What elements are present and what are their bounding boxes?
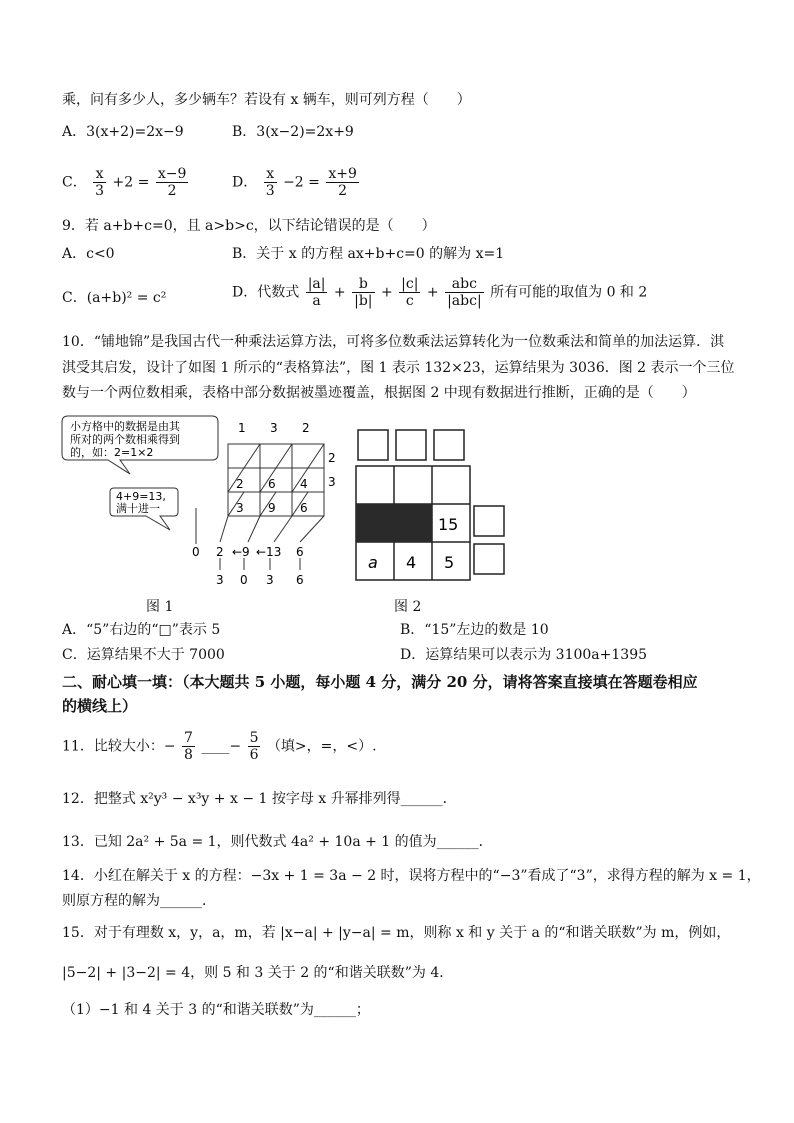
q9-stem: 9．若 a+b+c=0，且 a>b>c，以下结论错误的是（ ） [62,218,436,234]
fig1-top-1: 1 [238,421,246,435]
fig2-a: a [368,553,378,572]
fig2-5: 5 [444,553,455,572]
figure-2 [354,428,510,584]
q8-option-a: A．3(x+2)=2x−9 [62,124,184,140]
figure-1 [60,408,340,590]
q9-option-a: A．c<0 [62,246,115,262]
fig1-sum-0: 0 [192,545,200,559]
fig1-sum-1: 2 [216,545,224,559]
ink-blot [356,504,432,542]
callout2-line1: 4+9=13, [116,490,166,503]
fig1-cell: 3 [236,501,244,515]
fig1-sum-2: ←9 [232,545,250,559]
fig1-cell: 9 [268,501,276,515]
fig1-result-2: 3 [266,573,274,587]
q15-part1: （1）−1 和 4 关于 3 的“和谐关联数”为______； [62,1002,370,1018]
callout1-line2: 所对的两个数相乘得到 [70,433,180,446]
fig1-top-2: 3 [270,421,278,435]
fig1-result-0: 3 [216,573,224,587]
figure-2-caption: 图 2 [394,599,422,615]
section-2-heading-cont: 的横线上） [62,697,138,715]
fig1-cell: 6 [268,477,276,491]
q9-option-b: B．关于 x 的方程 ax+b+c=0 的解为 x=1 [232,246,505,262]
fig1-cell: 6 [300,501,308,515]
q10-option-b: B．“15”左边的数是 10 [400,622,549,638]
q14-line1: 14．小红在解关于 x 的方程：−3x + 1 = 3a − 2 时，误将方程中的“−3”看成了“3”，求得方程的解为 x = 1， [62,868,761,884]
fig1-cell: 2 [236,477,244,491]
q10-option-c: C．运算结果不大于 7000 [62,647,225,663]
q15-line1: 15．对于有理数 x，y，a，m，若 |x−a| + |y−a| = m，则称 x 和 y 关于 a 的“和谐关联数”为 m，例如， [62,925,731,941]
q15-line2: |5−2| + |3−2| = 4，则 5 和 3 关于 2 的“和谐关联数”为 4． [62,965,454,981]
q10-line2: 淇受其启发，设计了如图 1 所示的“表格算法”，图 1 表示 132×23，运算结果为 3036．图 2 表示一个三位 [62,360,735,376]
q8-option-d: D． $\frac{x}{3}$ −2 = $\frac{x+9}{2}$ [232,166,357,199]
figure-1-caption: 图 1 [146,599,174,615]
q8-option-b: B．3(x−2)=2x+9 [232,124,354,140]
q10-option-a: A．“5”右边的“□”表示 5 [62,622,221,638]
q14-line2: 则原方程的解为______． [62,893,216,909]
fig1-cell: 4 [300,477,308,491]
q11: 11．比较大小：− $\frac{7}{8}$ ____− $\frac{5}{6}$ （填>，=，<）. [62,730,377,763]
callout1-line3: 的，如：2=1×2 [70,446,154,459]
q10-option-d: D．运算结果可以表示为 3100a+1395 [400,647,648,663]
fig2-15: 15 [438,515,459,534]
fig1-arrows [196,508,324,570]
callout1-line1: 小方格中的数据是由其 [70,420,180,433]
q8-option-c: C． $\frac{x}{3}$ +2 = $\frac{x-9}{2}$ [62,166,187,199]
fig1-sum-3: ←13 [256,545,282,559]
q8-stem: 乘，问有多少人，多少辆车？若设有 x 辆车，则可列方程（ ） [62,92,471,108]
fig1-sum-4: 6 [296,545,304,559]
q9-option-c: C．(a+b)² = c² [62,290,167,306]
q10-line3: 数与一个两位数相乘，表格中部分数据被墨迹覆盖，根据图 2 中现有数据进行推断，正确的是（ ） [62,385,696,401]
q13: 13．已知 2a² + 5a = 1，则代数式 4a² + 10a + 1 的值为______． [62,834,493,850]
q12: 12．把整式 x²y³ − x³y + x − 1 按字母 x 升幂排列得______． [62,791,457,807]
fig1-side-1: 2 [328,451,336,465]
fig1-result-1: 0 [240,573,248,587]
section-2-heading: 二、耐心填一填：（本大题共 5 小题，每小题 4 分，满分 20 分，请将答案直接填在答题卷相应 [62,673,698,691]
fig1-result-3: 6 [296,573,304,587]
callout2-line2: 满十进一 [116,502,160,515]
q10-line1: 10．“铺地锦”是我国古代一种乘法运算方法，可将多位数乘法运算转化为一位数乘法和简单的加法运算．淇 [62,334,725,350]
fig1-side-2: 3 [328,475,336,489]
q9-option-d: D．代数式 $\frac{|a|}{a}$ + $\frac{b}{|b|}$ + $\frac{|c|}{c}$ + $\frac{\text{abc}}{\text{|abc|}}$ 所有可能的取值为 0 和 2 [232,276,648,309]
fig1-top-3: 2 [302,421,310,435]
fig2-4: 4 [406,553,417,572]
